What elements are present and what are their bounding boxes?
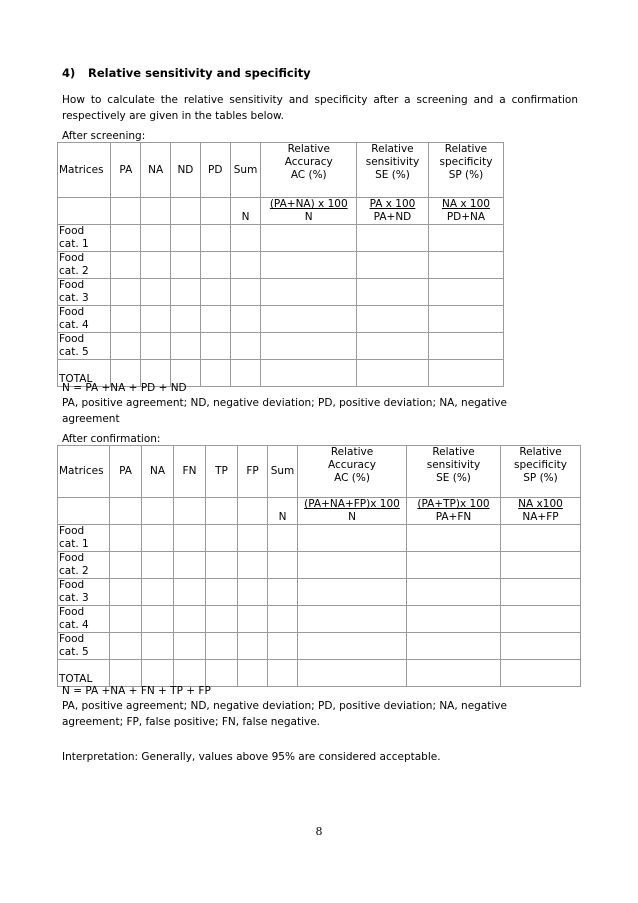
header-cell: ND [171,143,201,198]
metric-line: Relative [432,446,475,458]
metric-line: Relative [444,143,488,155]
matrix-cell [58,579,110,606]
matrix-cell [58,633,110,660]
matrix-cell [58,606,110,633]
row-label: Food [59,279,85,291]
metric-header-se [357,143,429,198]
metric-line: specificity [514,459,567,471]
formula-numerator: (PA+NA) x 100 [269,198,348,210]
confirmation-label: After confirmation: [62,433,161,445]
metric-header-se [407,446,501,498]
header-cell: Sum [230,143,261,198]
screening-table [57,142,504,387]
screening-legend: PA, positive agreement; ND, negative deviation; PD, positive deviation; NA, negative agreement [62,397,507,425]
metric-line: AC (%) [334,472,370,484]
row-label: Food [59,579,85,591]
row-label: Food [59,225,85,237]
row-label: Food [59,306,85,318]
row-label: Food [59,525,85,537]
row-label: cat. 1 [59,538,89,550]
formula-denominator: N [304,211,313,223]
row-label: cat. 1 [59,238,89,250]
metric-line: specificity [439,156,493,168]
matrix-cell [58,252,111,279]
metric-header-sp [428,143,503,198]
metric-line: sensitivity [365,156,420,168]
screening-formula-n: N = PA +NA + PD + ND [62,382,187,394]
formula-ac [298,498,407,525]
table-row [58,333,504,360]
metric-line: Accuracy [328,459,376,471]
metric-line: Relative [371,143,414,155]
row-label: TOTAL [59,373,93,385]
metric-line: SP (%) [523,472,558,484]
header-cell: PA [111,143,141,198]
matrix-cell [58,225,111,252]
table-row [58,552,581,579]
header-cell: NA [142,446,174,498]
header-cell: Matrices [58,143,111,198]
formula-denominator: NA+FP [522,511,559,523]
metric-line: sensitivity [426,459,481,471]
metric-header-ac [298,446,407,498]
formula-numerator: (PA+TP)x 100 [417,498,490,510]
confirmation-legend: PA, positive agreement; ND, negative deviation; PD, positive deviation; NA, negative agreement; FP, false positive; FN, false negative. [62,700,507,728]
matrix-cell [58,306,111,333]
formula-se [407,498,501,525]
table-row [58,579,581,606]
interpretation-text: Interpretation: Generally, values above 95% are considered acceptable. [62,751,441,763]
row-label: cat. 5 [59,346,89,358]
screening-header-row [58,143,504,198]
page-number: 8 [315,825,323,838]
sum-n-cell: N [230,198,261,225]
row-label: cat. 2 [59,265,89,277]
metric-line: SE (%) [375,169,410,181]
header-cell: PD [200,143,230,198]
matrix-cell [58,333,111,360]
metric-header-ac [261,143,357,198]
confirmation-table [57,445,581,687]
metric-line: Relative [330,446,374,458]
formula-se [357,198,429,225]
table-row [58,633,581,660]
formula-denominator: PD+NA [446,211,486,223]
table-row [58,252,504,279]
formula-sp [501,498,581,525]
matrix-cell [58,552,110,579]
header-cell: NA [141,143,171,198]
row-label: TOTAL [59,673,93,685]
table-row [58,225,504,252]
metric-line: SP (%) [448,169,484,181]
sum-n-cell: N [268,498,298,525]
table-row [58,606,581,633]
row-label: cat. 5 [59,646,89,658]
header-cell: FN [174,446,206,498]
formula-numerator: PA x 100 [369,198,416,210]
matrix-cell [58,279,111,306]
row-label: cat. 4 [59,319,89,331]
row-label: Food [59,333,85,345]
screening-label: After screening: [62,130,146,142]
table-row [58,279,504,306]
metric-line: SE (%) [436,472,471,484]
formula-numerator: NA x 100 [441,198,490,210]
header-cell: Matrices [58,446,110,498]
formula-numerator: (PA+NA+FP)x 100 [304,498,400,510]
row-label: cat. 2 [59,565,89,577]
header-cell: Sum [268,446,298,498]
formula-denominator: PA+ND [373,211,412,223]
metric-header-sp [501,446,581,498]
row-label: cat. 3 [59,592,89,604]
confirmation-formula-n: N = PA +NA + FN + TP + FP [62,685,211,697]
metric-line: Accuracy [284,156,333,168]
row-label: cat. 3 [59,292,89,304]
header-cell: PA [110,446,142,498]
metric-line: Relative [287,143,330,155]
confirmation-formula-row [58,498,581,525]
row-label: Food [59,252,85,264]
formula-sp [428,198,503,225]
formula-denominator: PA+FN [435,511,472,523]
formula-numerator: NA x100 [518,498,563,510]
row-label: Food [59,552,85,564]
section-number: 4) [62,66,76,80]
formula-ac [261,198,357,225]
intro-paragraph: How to calculate the relative sensitivity and specificity after a screening and a confirmation respectively are given in the tables below. [62,94,578,122]
header-cell: FP [238,446,268,498]
screening-formula-row [58,198,504,225]
row-label: Food [59,633,85,645]
confirmation-header-row [58,446,581,498]
table-row [58,525,581,552]
section-heading [62,66,311,80]
metric-line: AC (%) [290,169,327,181]
matrix-cell [58,525,110,552]
header-cell: TP [206,446,238,498]
section-title: Relative sensitivity and specificity [88,66,311,80]
row-label: Food [59,606,85,618]
table-row [58,306,504,333]
metric-line: Relative [519,446,562,458]
row-label: cat. 4 [59,619,89,631]
formula-denominator: N [348,511,356,523]
